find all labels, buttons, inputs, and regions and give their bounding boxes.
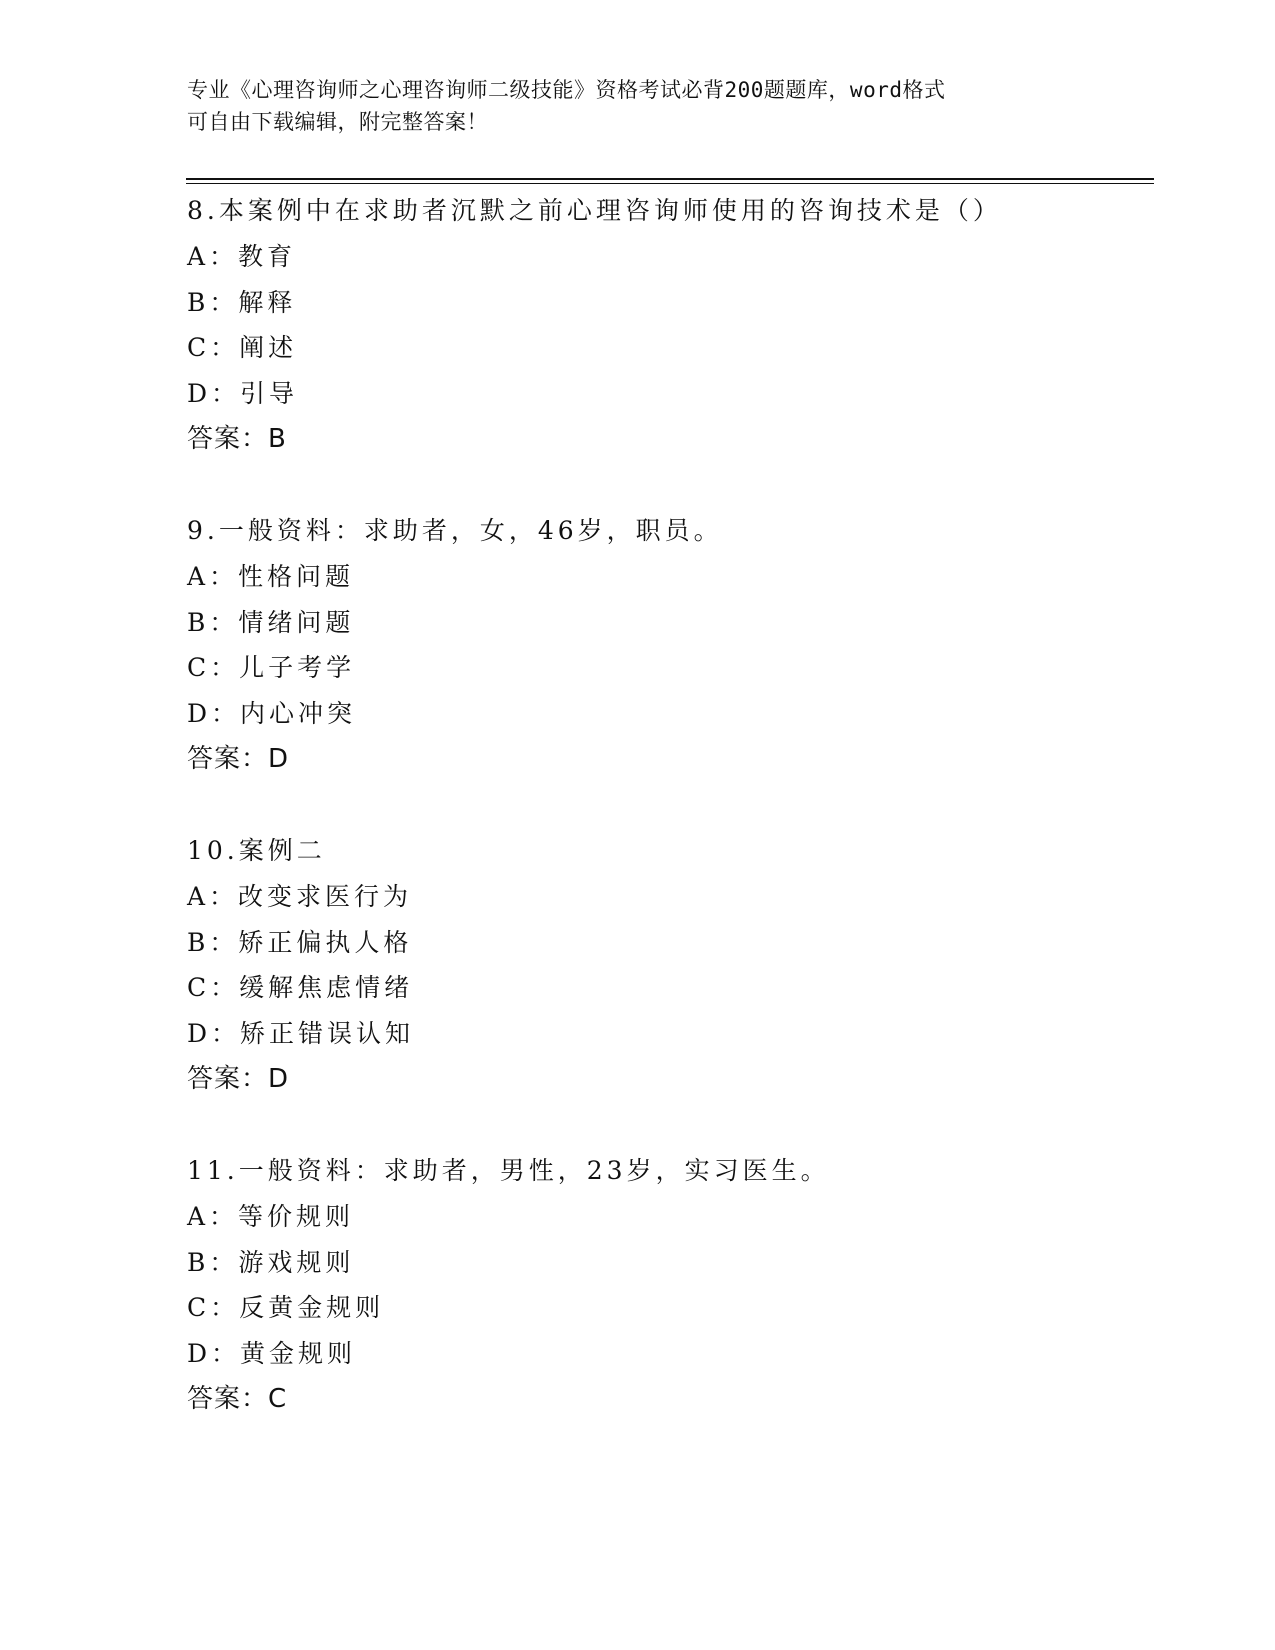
option-b: B：矫正偏执人格 [187, 927, 413, 957]
option-d: D：内心冲突 [187, 699, 357, 729]
option-a: A：改变求医行为 [187, 881, 413, 911]
option-b: B：解释 [187, 287, 297, 317]
question-stem: 11.一般资料：求助者，男性，23岁，实习医生。 [187, 1156, 830, 1185]
document-header [187, 74, 1087, 138]
question-stem: 9.一般资料：求助者，女，46岁，职员。 [187, 516, 723, 545]
question-10 [187, 828, 414, 1103]
header-line-2: 可自由下载编辑，附完整答案！ [187, 110, 488, 134]
header-rule-thick [186, 178, 1154, 180]
question-stem: 10.案例二 [187, 836, 326, 865]
option-a: A：性格问题 [187, 561, 355, 591]
option-c: C：缓解焦虑情绪 [187, 973, 414, 1003]
option-b: B：游戏规则 [187, 1247, 355, 1277]
option-c: C：阐述 [187, 333, 298, 363]
header-rule-thin [186, 183, 1154, 184]
answer-line: 答案：B [187, 423, 287, 454]
option-a: A：教育 [187, 241, 297, 271]
answer-line: 答案：D [187, 743, 290, 774]
question-8 [187, 188, 1002, 463]
option-d: D：黄金规则 [187, 1339, 357, 1369]
header-line-1: 专业《心理咨询师之心理咨询师二级技能》资格考试必背200题题库，word格式 [187, 78, 946, 102]
option-b: B：情绪问题 [187, 607, 355, 637]
option-d: D：引导 [187, 379, 299, 409]
option-d: D：矫正错误认知 [187, 1019, 415, 1049]
answer-line: 答案：C [187, 1383, 288, 1414]
question-9 [187, 508, 723, 783]
option-c: C：反黄金规则 [187, 1293, 385, 1323]
option-a: A：等价规则 [187, 1201, 355, 1231]
question-stem: 8.本案例中在求助者沉默之前心理咨询师使用的咨询技术是（） [187, 196, 1002, 225]
question-11 [187, 1148, 830, 1423]
answer-line: 答案：D [187, 1063, 290, 1094]
option-c: C：儿子考学 [187, 653, 356, 683]
